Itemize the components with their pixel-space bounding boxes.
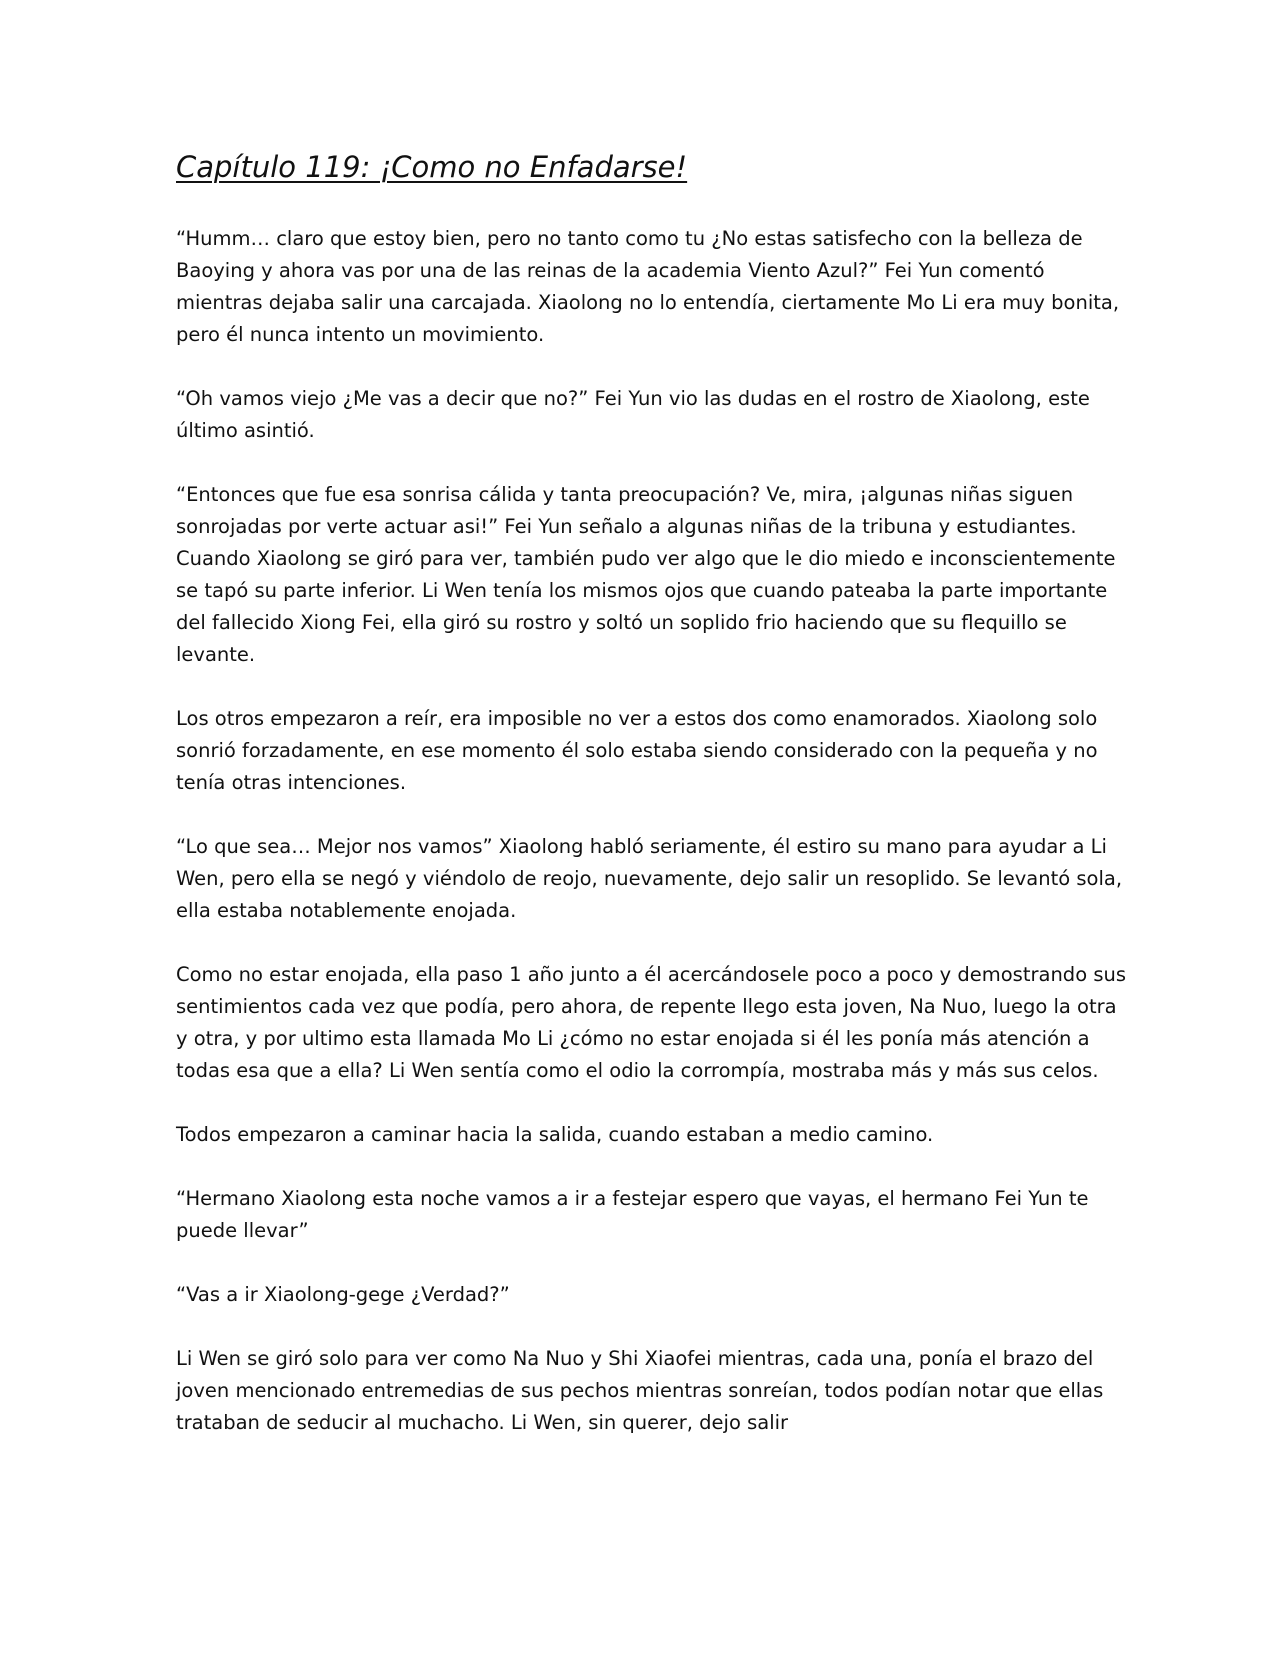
- paragraph-4: Los otros empezaron a reír, era imposible no ver a estos dos como enamorados. Xiaolong solo sonrió forzadamente, en ese momento él solo estaba siendo considerado con la pequeña y no tenía otras intenciones.: [176, 706, 1098, 794]
- paragraph-10: Li Wen se giró solo para ver como Na Nuo y Shi Xiaofei mientras, cada una, ponía el brazo del joven mencionado entremedias de sus pechos mientras sonreían, todos podían notar que ellas trataban de seducir al muchacho. Li Wen, sin querer, dejo salir: [176, 1346, 1104, 1434]
- chapter-title: Capítulo 119: ¡Como no Enfadarse!: [176, 150, 688, 184]
- paragraph-3: “Entonces que fue esa sonrisa cálida y tanta preocupación? Ve, mira, ¡algunas niñas siguen sonrojadas por verte actuar asi!” Fei Yun señalo a algunas niñas de la tribuna y estudiantes. Cuando Xiaolong se giró para ver, también pudo ver algo que le dio miedo e inconscientemente se tapó su parte inferior. Li Wen tenía los mismos ojos que cuando pateaba la parte importante del fallecido Xiong Fei, ella giró su rostro y soltó un soplido frio haciendo que su flequillo se levante.: [176, 482, 1116, 666]
- document-body: [176, 150, 1126, 1439]
- paragraph-8: “Hermano Xiaolong esta noche vamos a ir a festejar espero que vayas, el hermano Fei Yun te puede llevar”: [176, 1186, 1089, 1242]
- paragraph-7: Todos empezaron a caminar hacia la salida, cuando estaban a medio camino.: [176, 1122, 934, 1146]
- paragraph-1: “Humm… claro que estoy bien, pero no tanto como tu ¿No estas satisfecho con la belleza de Baoying y ahora vas por una de las reinas de la academia Viento Azul?” Fei Yun comentó mientras dejaba salir una carcajada. Xiaolong no lo entendía, ciertamente Mo Li era muy bonita, pero él nunca intento un movimiento.: [176, 226, 1120, 346]
- paragraph-5: “Lo que sea… Mejor nos vamos” Xiaolong habló seriamente, él estiro su mano para ayudar a Li Wen, pero ella se negó y viéndolo de reojo, nuevamente, dejo salir un resoplido. Se levantó sola, ella estaba notablemente enojada.: [176, 834, 1123, 922]
- paragraph-9: “Vas a ir Xiaolong-gege ¿Verdad?”: [176, 1282, 510, 1306]
- paragraph-6: Como no estar enojada, ella paso 1 año junto a él acercándosele poco a poco y demostrando sus sentimientos cada vez que podía, pero ahora, de repente llego esta joven, Na Nuo, luego la otra y otra, y por ultimo esta llamada Mo Li ¿cómo no estar enojada si él les ponía más atención a todas esa que a ella? Li Wen sentía como el odio la corrompía, mostraba más y más sus celos.: [176, 962, 1126, 1082]
- paragraph-2: “Oh vamos viejo ¿Me vas a decir que no?” Fei Yun vio las dudas en el rostro de Xiaolong, este último asintió.: [176, 386, 1090, 442]
